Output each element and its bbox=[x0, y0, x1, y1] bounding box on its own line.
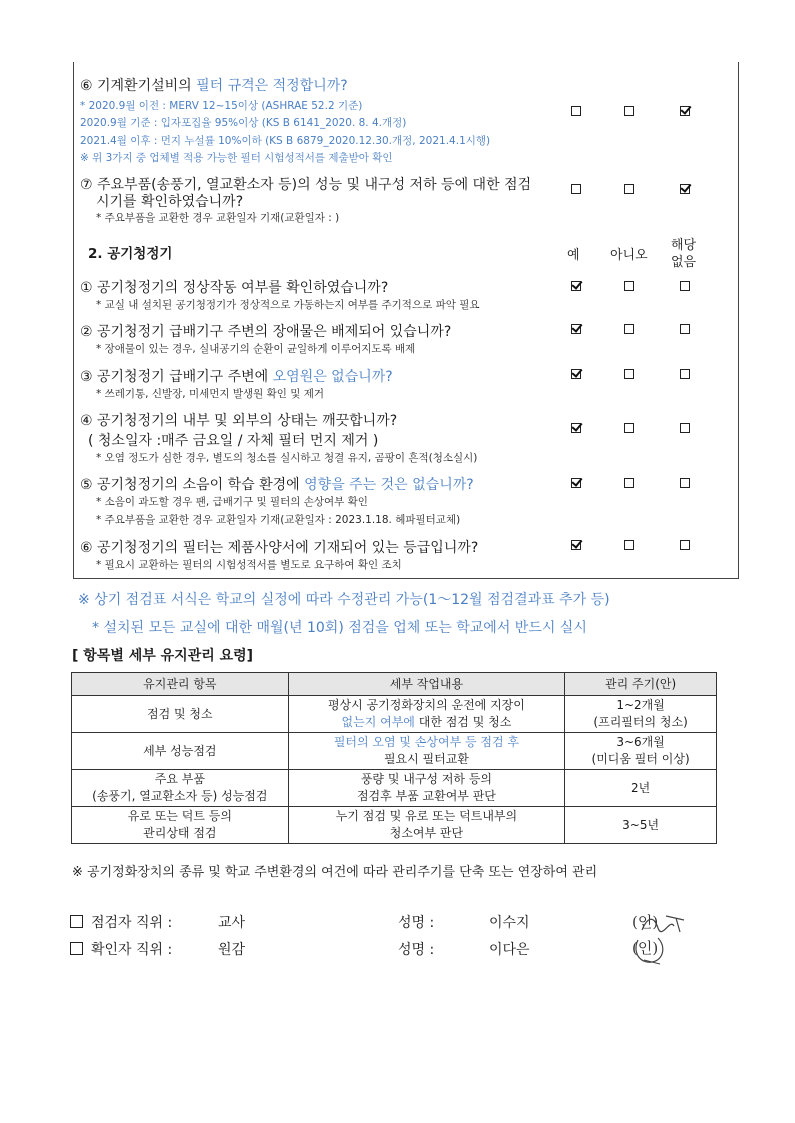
checkbox-2-1-na[interactable] bbox=[680, 281, 690, 291]
confirmer-name-label: 성명 : bbox=[398, 942, 435, 958]
table-row bbox=[72, 696, 717, 733]
filter-note-2: 2020.9월 기준 : 입자포집율 95%이상 (KS B 6141_2020. 8. 4.개정) bbox=[80, 117, 407, 129]
confirmer-signature-icon bbox=[630, 930, 670, 970]
confirmer-seal: (인) bbox=[632, 939, 659, 957]
question-2-3: ③ 공기청정기 급배기구 주변에 오염원은 없습니까? bbox=[80, 369, 393, 385]
question-2-5: ⑤ 공기청정기의 소음이 학습 환경에 영향을 주는 것은 없습니까? bbox=[80, 477, 474, 493]
row1-cycle: 1~2개월 (프리필터의 청소) bbox=[565, 696, 717, 733]
question-2-4-note: * 오염 정도가 심한 경우, 별도의 청소를 실시하고 청결 유지, 곰팡이 흔적(청소실시) bbox=[96, 452, 478, 464]
table-row bbox=[72, 733, 717, 770]
table-header-row bbox=[72, 673, 717, 696]
checkbox-2-3-na[interactable] bbox=[680, 369, 690, 379]
question-2-6-note: * 필요시 교환하는 필터의 시험성적서를 별도로 요구하여 확인 조치 bbox=[96, 559, 402, 571]
checkbox-2-5-yes[interactable] bbox=[571, 478, 581, 488]
checkbox-2-3-no[interactable] bbox=[624, 369, 634, 379]
question-2-5-note2: * 주요부품을 교환한 경우 교환일자 기재(교환일자 : 2023.1.18. 헤파필터교체) bbox=[96, 514, 461, 526]
checkbox-2-3-yes[interactable] bbox=[571, 369, 581, 379]
checkbox-2-1-yes[interactable] bbox=[571, 281, 581, 291]
checkbox-1-7-no[interactable] bbox=[624, 184, 634, 194]
row1-work: 평상시 공기정화장치의 운전에 지장이 없는지 여부에 대한 점검 및 청소 bbox=[288, 696, 565, 733]
question-1-7-line2: 시기를 확인하였습니까? bbox=[96, 194, 244, 210]
row3-cycle: 2년 bbox=[565, 770, 717, 807]
row3-item: 주요 부품 (송풍기, 열교환소자 등) 성능점검 bbox=[72, 770, 289, 807]
question-2-5-note: * 소음이 과도할 경우 팬, 급배기구 및 필터의 손상여부 확인 bbox=[96, 496, 368, 508]
question-2-2-note: * 장애물이 있는 경우, 실내공기의 순환이 균일하게 이루어지도록 배제 bbox=[96, 343, 416, 355]
question-2-1-note: * 교실 내 설치된 공기청정기가 정상적으로 가동하는지 여부를 주기적으로 파악 필요 bbox=[96, 299, 480, 311]
col-na-header-2: 없음 bbox=[671, 255, 697, 270]
filter-note-4: ※ 위 3가지 중 업체별 적용 가능한 필터 시험성적서를 제출받아 확인 bbox=[80, 152, 393, 164]
monthly-inspection-footnote: * 설치된 모든 교실에 대한 매월(년 10회) 점검을 업체 또는 학교에서 반드시 실시 bbox=[92, 620, 587, 636]
row1-item: 점검 및 청소 bbox=[72, 696, 289, 733]
question-2-3-note: * 쓰레기통, 신발장, 미세먼지 발생원 확인 및 제거 bbox=[96, 388, 325, 400]
col-no-header: 아니오 bbox=[610, 248, 648, 263]
inspector-role: 점검자 직위 : bbox=[70, 912, 172, 932]
confirmer-title: 원감 bbox=[218, 942, 246, 958]
header-item: 유지관리 항목 bbox=[72, 673, 289, 696]
checkbox-2-2-na[interactable] bbox=[680, 324, 690, 334]
checkbox-2-6-na[interactable] bbox=[680, 540, 690, 550]
col-na-header-1: 해당 bbox=[671, 238, 697, 253]
question-2-4: ④ 공기청정기의 내부 및 외부의 상태는 깨끗합니까? bbox=[80, 413, 398, 429]
row3-work: 풍량 및 내구성 저하 등의 점검후 부품 교환여부 판단 bbox=[288, 770, 565, 807]
table-row bbox=[72, 807, 717, 844]
checkbox-1-6-yes[interactable] bbox=[571, 106, 581, 116]
checkbox-2-2-yes[interactable] bbox=[571, 324, 581, 334]
checkbox-2-4-no[interactable] bbox=[624, 423, 634, 433]
section-2-title: 2. 공기청정기 bbox=[88, 246, 173, 262]
inspector-name-label: 성명 : bbox=[398, 915, 435, 931]
confirmer-checkbox[interactable] bbox=[70, 942, 83, 955]
filter-note-1: * 2020.9월 이전 : MERV 12~15이상 (ASHRAE 52.2 기준) bbox=[80, 100, 363, 112]
question-2-2: ② 공기청정기 급배기구 주변의 장애물은 배제되어 있습니까? bbox=[80, 324, 452, 340]
header-cycle: 관리 주기(안) bbox=[565, 673, 717, 696]
question-1-7-note: * 주요부품을 교환한 경우 교환일자 기재(교환일자 : ) bbox=[96, 212, 340, 224]
checkbox-1-6-na[interactable] bbox=[680, 106, 690, 116]
inspector-name: 이수지 bbox=[489, 915, 530, 931]
filter-note-3: 2021.4월 이후 : 먼지 누설률 10%이하 (KS B 6879_2020.12.30.개정, 2021.4.1시행) bbox=[80, 135, 491, 147]
col-yes-header: 예 bbox=[567, 248, 580, 263]
question-1-6: ⑥ 기계환기설비의 필터 규격은 적정합니까? bbox=[80, 78, 348, 94]
confirmer-role: 확인자 직위 : bbox=[70, 939, 172, 959]
table-row bbox=[72, 770, 717, 807]
row2-cycle: 3~6개월 (미디움 필터 이상) bbox=[565, 733, 717, 770]
row4-cycle: 3~5년 bbox=[565, 807, 717, 844]
maintenance-table-title: [ 항목별 세부 유지관리 요령] bbox=[72, 648, 254, 664]
question-2-6: ⑥ 공기청정기의 필터는 제품사양서에 기재되어 있는 등급입니까? bbox=[80, 540, 479, 556]
checkbox-1-7-yes[interactable] bbox=[571, 184, 581, 194]
checkbox-2-4-na[interactable] bbox=[680, 423, 690, 433]
question-2-4-cleaning-date: ( 청소일자 :매주 금요일 / 자체 필터 먼지 제거 ) bbox=[88, 433, 379, 449]
checkbox-2-2-no[interactable] bbox=[624, 324, 634, 334]
checkbox-2-1-no[interactable] bbox=[624, 281, 634, 291]
form-edit-footnote: ※ 상기 점검표 서식은 학교의 실정에 따라 수정관리 가능(1～12월 점검결과표 추가 등) bbox=[78, 592, 610, 608]
question-2-1: ① 공기청정기의 정상작동 여부를 확인하였습니까? bbox=[80, 280, 389, 296]
maintenance-table bbox=[71, 672, 717, 844]
management-cycle-note: ※ 공기정화장치의 종류 및 학교 주변환경의 여건에 따라 관리주기를 단축 또는 연장하여 관리 bbox=[72, 865, 598, 880]
question-1-7-line1: ⑦ 주요부품(송풍기, 열교환소자 등)의 성능 및 내구성 저하 등에 대한 점검 bbox=[80, 177, 532, 193]
header-work: 세부 작업내용 bbox=[288, 673, 565, 696]
checkbox-2-4-yes[interactable] bbox=[571, 423, 581, 433]
row4-item: 유로 또는 덕트 등의 관리상태 점검 bbox=[72, 807, 289, 844]
checkbox-1-7-na[interactable] bbox=[680, 184, 690, 194]
inspector-checkbox[interactable] bbox=[70, 915, 83, 928]
inspector-title: 교사 bbox=[218, 915, 246, 931]
checkbox-2-5-no[interactable] bbox=[624, 478, 634, 488]
checkbox-1-6-no[interactable] bbox=[624, 106, 634, 116]
confirmer-name: 이다은 bbox=[489, 942, 530, 958]
checkbox-2-6-yes[interactable] bbox=[571, 540, 581, 550]
checkbox-2-6-no[interactable] bbox=[624, 540, 634, 550]
checkbox-2-5-na[interactable] bbox=[680, 478, 690, 488]
row2-item: 세부 성능점검 bbox=[72, 733, 289, 770]
row4-work: 누기 점검 및 유로 또는 덕트내부의 청소여부 판단 bbox=[288, 807, 565, 844]
inspector-seal: (인) bbox=[632, 913, 659, 931]
row2-work: 필터의 오염 및 손상여부 등 점검 후 필요시 필터교환 bbox=[288, 733, 565, 770]
